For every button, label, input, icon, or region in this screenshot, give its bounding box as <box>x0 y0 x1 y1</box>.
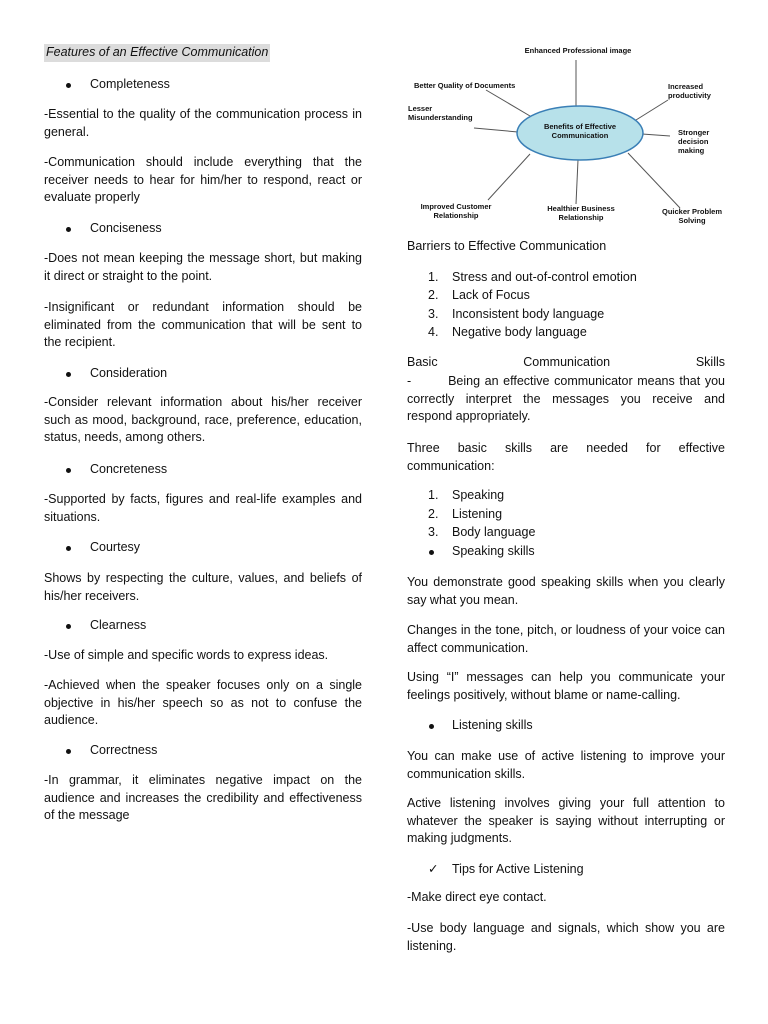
connector-line <box>486 90 530 116</box>
tip-eye-contact: -Make direct eye contact. <box>407 890 547 904</box>
checkmark-icon: ✓ <box>428 862 439 876</box>
feature-bullet-label: Concreteness <box>90 462 168 476</box>
bullet-dot <box>66 468 71 473</box>
feature-paragraph: -Essential to the quality of the communication process in general. <box>44 107 362 139</box>
feature-paragraph: -Insignificant or redundant information should be eliminated from the communication that will be sent to the recipient. <box>44 300 362 349</box>
connector-line <box>642 134 670 136</box>
three-skills-intro: Three basic skills are needed for effective communication: <box>407 441 725 473</box>
feature-paragraph: -Consider relevant information about his/her receiver such as mood, background, race, preference, education, status, needs, among others. <box>44 395 362 444</box>
feature-bullet-label: Courtesy <box>90 540 141 554</box>
node-lesser-misunderstanding: Lesser Misunderstanding <box>408 104 473 122</box>
basic-communication-skills-heading: Basic Communication Skills <box>407 355 725 369</box>
feature-paragraph: Shows by respecting the culture, values, and beliefs of his/her receivers. <box>44 571 362 603</box>
bullet-dot <box>66 372 71 377</box>
feature-paragraph: -Supported by facts, figures and real-life examples and situations. <box>44 492 362 524</box>
feature-paragraph: -In grammar, it eliminates negative impact on the audience and increases the credibility and effectiveness of the message <box>44 773 362 822</box>
section-heading <box>44 44 362 62</box>
connector-line <box>576 160 578 204</box>
feature-bullet-label: Conciseness <box>90 221 162 235</box>
node-better-quality-of-documents: Better Quality of Documents <box>414 81 516 90</box>
node-improved-customer-relationship: Improved Customer Relationship <box>420 202 492 220</box>
basic-communication-skills-desc: - Being an effective communicator means that you correctly interpret the messages you receive and respond appropriately. <box>407 374 729 423</box>
feature-paragraph: -Communication should include everything that the receiver needs to hear for him/her to respond, react or evaluate properly <box>44 155 362 204</box>
feature-bullet-label: Completeness <box>90 77 170 91</box>
barriers-title: Barriers to Effective Communication <box>407 239 607 253</box>
connector-line <box>628 153 680 208</box>
speaking-para-2: Changes in the tone, pitch, or loudness of your voice can affect communication. <box>407 623 725 655</box>
benefits-diagram <box>390 40 740 240</box>
center-label: Benefits of Effective Communication <box>543 122 617 140</box>
tip-body-language: -Use body language and signals, which show you are listening. <box>407 921 725 953</box>
bullet-dot <box>66 83 71 88</box>
listening-para-2: Active listening involves giving your full attention to whatever the speaker is saying without interrupting or making judgments. <box>407 796 725 845</box>
node-enhanced-professional-image: Enhanced Professional image <box>524 46 632 55</box>
feature-paragraph: -Use of simple and specific words to express ideas. <box>44 648 329 662</box>
bullet-dot <box>66 624 71 629</box>
feature-bullet-label: Clearness <box>90 618 147 632</box>
feature-paragraph: -Achieved when the speaker focuses only on a single objective in his/her speech so as not to confuse the audience. <box>44 678 362 727</box>
bullet-dot <box>66 227 71 232</box>
bullet-dot <box>66 749 71 754</box>
connector-line <box>488 154 530 200</box>
node-stronger-decision-making: Stronger decision making <box>678 128 710 155</box>
listening-para-1: You can make use of active listening to improve your communication skills. <box>407 749 725 781</box>
features-title: Features of an Effective Communication <box>44 44 270 62</box>
node-increased-productivity: Increased productivity <box>668 82 711 100</box>
connector-line <box>636 100 668 120</box>
feature-bullet-label: Correctness <box>90 743 158 757</box>
node-quicker-problem-solving: Quicker Problem Solving <box>661 207 723 225</box>
speaking-para-1: You demonstrate good speaking skills when you clearly say what you mean. <box>407 575 725 607</box>
node-healthier-business-relationship: Healthier Business Relationship <box>547 204 615 222</box>
speaking-para-3: Using “I” messages can help you communicate your feelings positively, without blame or name-calling. <box>407 670 725 702</box>
feature-paragraph: -Does not mean keeping the message short, but making it direct or straight to the point. <box>44 251 362 283</box>
connector-line <box>474 128 518 132</box>
feature-bullet-label: Consideration <box>90 366 168 380</box>
bullet-dot <box>66 546 71 551</box>
